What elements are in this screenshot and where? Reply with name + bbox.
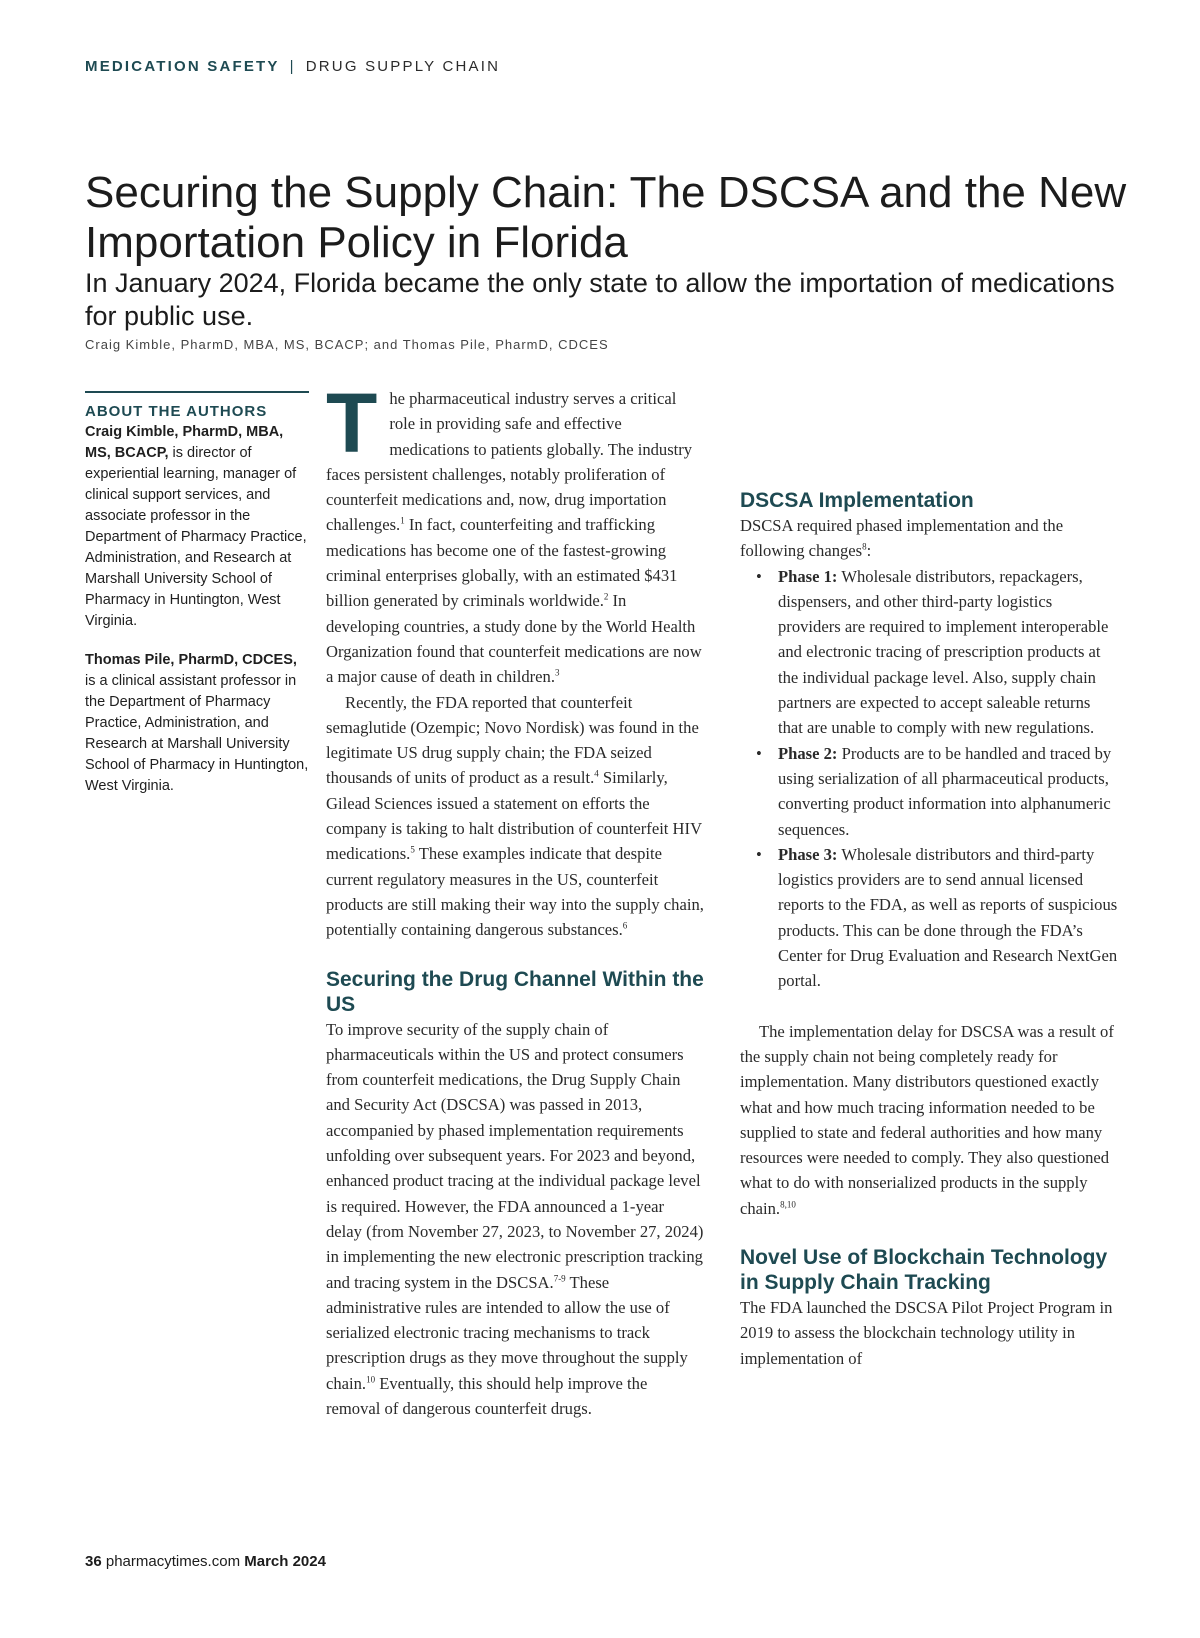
phase-label: Phase 1: <box>778 566 838 586</box>
reference-marker: 8,10 <box>780 1199 796 1210</box>
phase-text: Wholesale distributors and third-party logistics providers are to send annual licensed reports to the FDA, as well as reports of suspicious products. This can be done through the FDA’s Center for Drug Evaluation and Research NextGen portal. <box>778 844 1118 991</box>
text-run: : <box>866 541 872 561</box>
phase-text: Wholesale distributors, repackagers, dispensers, and other third-party logistics providers are required to implement interoperable and electronic tracing of prescription products at the individual package level. Also, supply chain partners are expected to accept saleable returns that are unable to comply with new regulations. <box>778 566 1109 738</box>
footer-date: March 2024 <box>244 1553 326 1570</box>
text-run: Similarly, Gilead Sciences issued a statement on efforts the company is taking to halt distribution of counterfeit HIV medications. <box>326 768 702 864</box>
text-run: DSCSA required phased implementation and the following changes <box>740 516 1064 561</box>
phase-text: Products are to be handled and traced by using serialization of all pharmaceutical products, converting product information into alphanumeric sequences. <box>778 743 1112 839</box>
section-heading-implementation: DSCSA Implementation <box>740 489 974 512</box>
section-heading-blockchain: Novel Use of Blockchain Technology in Supply Chain Tracking <box>740 1246 1108 1295</box>
about-authors-heading: ABOUT THE AUTHORS <box>85 403 268 420</box>
section-kicker <box>85 58 500 75</box>
section-heading-drug-channel: Securing the Drug Channel Within the US <box>326 967 704 1016</box>
text-run: he pharmaceutical industry serves a critical role in providing safe and effective medications to patients globally. The industry faces persistent challenges, notably proliferation of counterfeit medications and, now, drug importation challenges. <box>326 389 693 535</box>
text-run: These administrative rules are intended to allow the use of serialized electronic tracing mechanisms to track prescription drugs as they move throughout the supply chain. <box>326 1272 688 1393</box>
text-run: Eventually, this should help improve the removal of dangerous counterfeit drugs. <box>326 1373 648 1418</box>
phase-list-item <box>778 741 1118 842</box>
body-paragraph <box>326 690 704 943</box>
phase-list-item <box>778 564 1118 741</box>
reference-marker: 2 <box>603 591 609 602</box>
body-column-1 <box>326 376 704 1421</box>
reference-marker: 6 <box>622 920 628 931</box>
phase-label: Phase 3: <box>778 844 838 864</box>
text-run: In developing countries, a study done by the World Health Organization found that counterfeit medications are now a major cause of death in children. <box>326 591 702 687</box>
reference-marker: 5 <box>410 844 415 855</box>
footer-site: pharmacytimes.com <box>105 1553 241 1570</box>
body-column-2 <box>740 386 1118 1371</box>
author-bio-text: is a clinical assistant professor in the Department of Pharmacy Practice, Administration, and Research at Marshall University School of Pharmacy in Huntington, West Virginia. <box>85 673 309 794</box>
article-byline: Craig Kimble, PharmD, MBA, MS, BCACP; and Thomas Pile, PharmD, CDCES <box>85 337 609 352</box>
author-name: Craig Kimble, PharmD, MBA, MS, BCACP, <box>85 424 284 461</box>
text-run: In fact, counterfeiting and trafficking medications has become one of the fastest-growing criminal enterprises globally, with an estimated $431 billion generated by criminals worldwide. <box>326 515 678 611</box>
body-paragraph: The FDA launched the DSCSA Pilot Project Program in 2019 to assess the blockchain technology utility in implementation of <box>740 1298 1113 1368</box>
reference-marker: 7-9 <box>553 1272 566 1283</box>
reference-marker: 10 <box>366 1374 376 1385</box>
text-run: To improve security of the supply chain of pharmaceuticals within the US and protect consumers from counterfeit medications, the Drug Supply Chain and Security Act (DSCSA) was passed in 2013, accompanied by phased implementation requirements unfolding over subsequent years. For 2023 and beyond, enhanced product tracing at the individual package level is required. However, the FDA announced a 1-year delay (from November 27, 2023, to November 27, 2024) in implementing the new electronic prescription tracking and tracing system in the DSCSA. <box>326 1019 704 1292</box>
phase-label: Phase 2: <box>778 743 838 763</box>
reference-marker: 1 <box>400 515 405 526</box>
reference-marker: 8 <box>862 541 867 552</box>
reference-marker: 4 <box>594 768 599 779</box>
author-name: Thomas Pile, PharmD, CDCES, <box>85 652 297 668</box>
drop-cap: T <box>326 376 378 470</box>
subsection-label: DRUG SUPPLY CHAIN <box>305 58 501 75</box>
author-bio-kimble <box>85 422 309 632</box>
article-subtitle: In January 2024, Florida became the only state to allow the importation of medications for public use. <box>85 268 1115 331</box>
phase-list-item <box>778 842 1118 994</box>
text-run: Recently, the FDA reported that counterfeit semaglutide (Ozempic; Novo Nordisk) was found in the legitimate US drug supply chain; the FDA seized thousands of units of product as a result. <box>326 692 699 788</box>
section-label: MEDICATION SAFETY <box>85 58 280 75</box>
body-paragraph <box>326 376 704 690</box>
reference-marker: 3 <box>555 667 560 678</box>
paragraph-spacer <box>740 994 1118 1019</box>
text-run: These examples indicate that despite current regulatory measures in the US, counterfeit products are still making their way into the supply chain, potentially containing dangerous substances. <box>326 844 704 940</box>
about-authors-sidebar <box>85 391 309 815</box>
text-run: The implementation delay for DSCSA was a result of the supply chain not being completely ready for implementation. Many distributors questioned exactly what and how much tracing information needed to be supplied to state and federal authorities and how many resources were needed to comply. They also questioned what to do with nonserialized products in the supply chain. <box>740 1021 1114 1218</box>
author-bio-text: is director of experiential learning, manager of clinical support services, and associate professor in the Department of Pharmacy Practice, Administration, and Research at Marshall University School of Pharmacy in Huntington, West Virginia. <box>85 445 307 629</box>
kicker-separator: | <box>289 58 296 75</box>
author-bio-pile <box>85 650 309 797</box>
body-paragraph <box>740 1019 1118 1221</box>
body-paragraph <box>740 513 1118 564</box>
page-number: 36 <box>85 1553 102 1570</box>
page-footer <box>85 1553 326 1570</box>
article-title: Securing the Supply Chain: The DSCSA and the New Importation Policy in Florida <box>85 168 1127 267</box>
phase-list <box>740 564 1118 994</box>
body-paragraph <box>326 1017 704 1422</box>
